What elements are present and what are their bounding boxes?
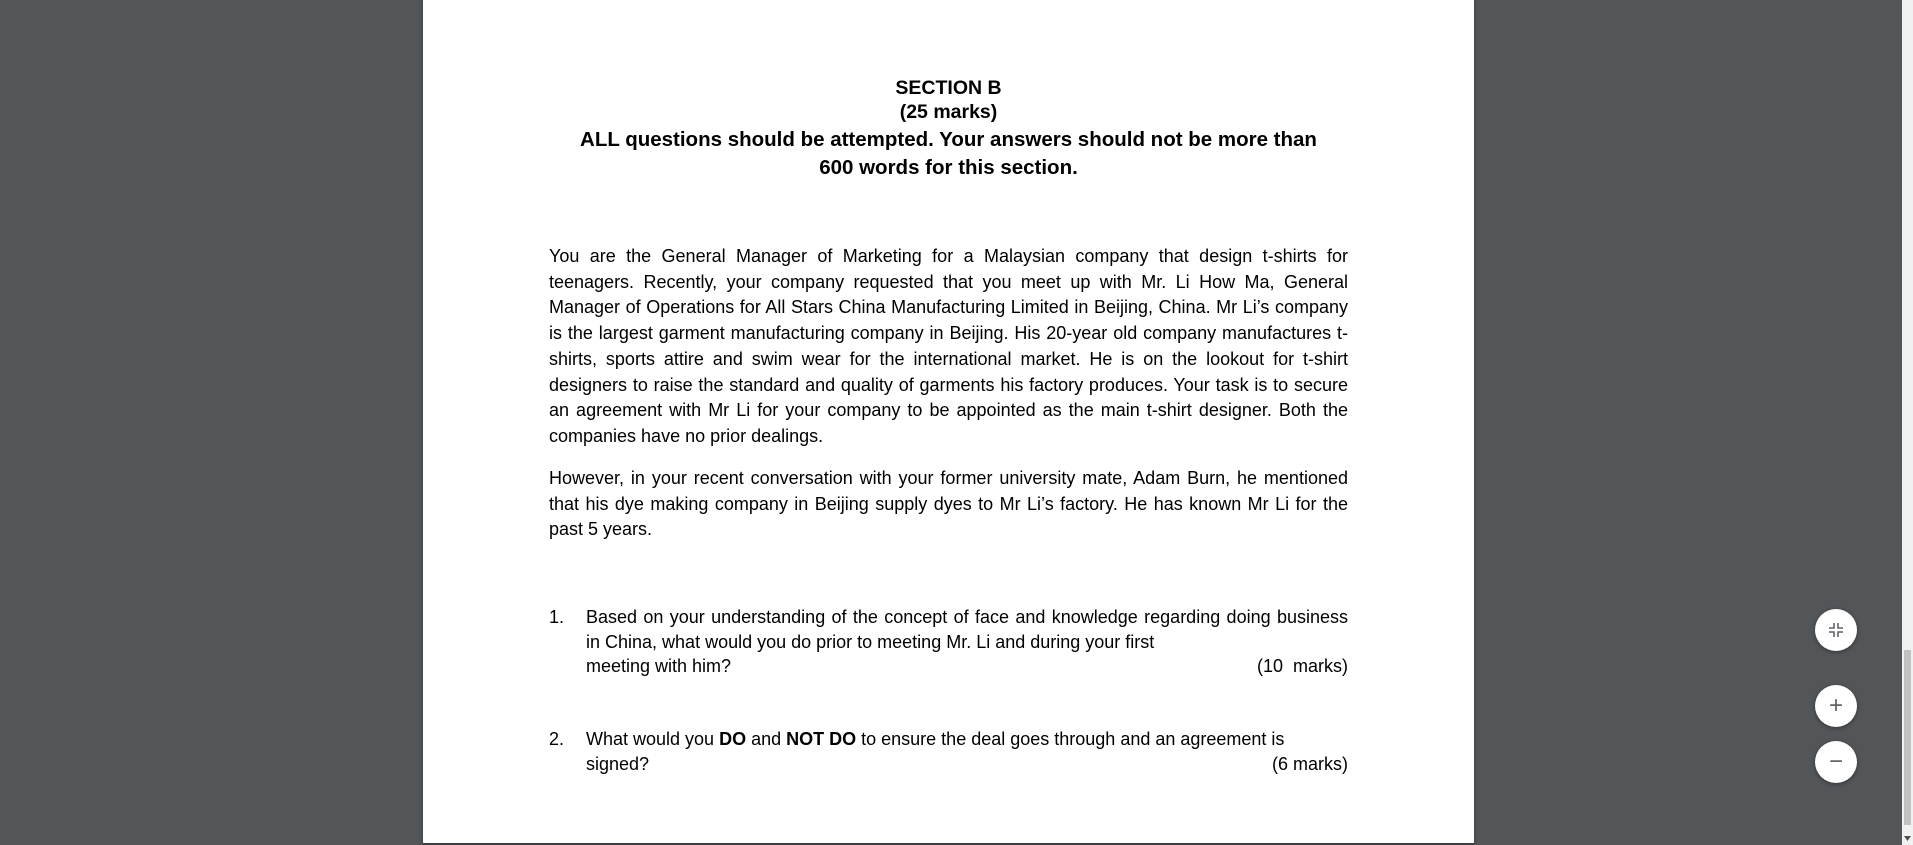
- question-1: [549, 605, 1348, 679]
- section-instruction-line-2: 600 words for this section.: [819, 156, 1078, 179]
- fit-to-page-button[interactable]: [1815, 609, 1857, 651]
- question-text: Based on your understanding of the concept of face and knowledge regarding doing business in China, what would you do prior to meeting Mr. Li and during your first: [586, 607, 1348, 652]
- section-instruction-line-1: ALL questions should be attempted. Your answers should not be more than: [580, 128, 1317, 151]
- question-text-end: signed?: [586, 753, 650, 774]
- question-number: 2.: [549, 729, 565, 749]
- zoom-out-button[interactable]: [1815, 741, 1857, 783]
- scroll-down-arrow-icon[interactable]: [1902, 831, 1913, 845]
- question-text-end: meeting with him?: [586, 656, 732, 676]
- plus-icon: +: [1828, 692, 1843, 719]
- question-2: [549, 727, 1348, 776]
- emphasis-do: DO: [719, 729, 747, 749]
- question-text: What would you DO and NOT DO to ensure the deal goes through and an agreement is: [586, 729, 1285, 749]
- section-title: SECTION B: [895, 77, 1002, 99]
- question-number: 1.: [549, 607, 565, 627]
- vertical-scrollbar[interactable]: [1902, 0, 1913, 845]
- scrollbar-thumb[interactable]: [1904, 650, 1911, 825]
- scenario-paragraph-1: You are the General Manager of Marketing for a Malaysian company that design t-shirts for teenagers. Recently, your company requested that you meet up with Mr. Li How Ma, General Manager of Operations for All Stars China Manufacturing Limited in Beijing, China. Mr Li’s company is the largest garment manufacturing company in Beijing. His 20-year old company manufactures t-shirts, sports attire and swim wear for the international market. He is on the lookout for t-shirt designers to raise the standard and quality of garments his factory produces. Your task is to secure an agreement with Mr Li for your company to be appointed as the main t-shirt designer. Both the companies have no prior dealings.: [549, 246, 1348, 446]
- question-marks: (10 marks): [1256, 656, 1348, 676]
- question-marks: (6 marks): [1272, 753, 1348, 774]
- scenario-paragraph-2: However, in your recent conversation with your former university mate, Adam Burn, he mentioned that his dye making company in Beijing supply dyes to Mr Li’s factory. He has known Mr Li for the past 5 years.: [549, 468, 1348, 540]
- fit-to-page-icon: [1828, 622, 1844, 638]
- minus-icon: −: [1828, 748, 1843, 775]
- section-marks: (25 marks): [899, 101, 998, 123]
- document-page: [423, 0, 1474, 845]
- zoom-in-button[interactable]: [1815, 685, 1857, 727]
- emphasis-not-do: NOT DO: [786, 729, 857, 749]
